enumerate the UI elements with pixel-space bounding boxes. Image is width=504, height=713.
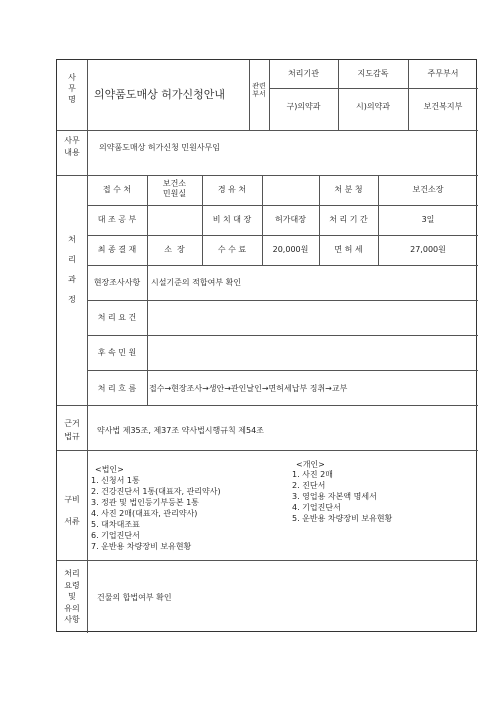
row3-value3: 27,000원 bbox=[410, 245, 446, 254]
notes-text: 건물의 합법여부 확인 bbox=[97, 593, 172, 602]
row-divider bbox=[57, 175, 478, 176]
dept-header-processing: 처리기관 bbox=[288, 69, 319, 78]
documents-label: 구비 서류 bbox=[64, 495, 80, 526]
content-text: 의약품도매상 허가신청 민원사무임 bbox=[99, 143, 221, 152]
indiv-header: <개인> bbox=[296, 460, 325, 469]
row2-label2: 비 치 대 장 bbox=[212, 215, 252, 224]
page-title: 의약품도매상 허가신청안내 bbox=[94, 88, 226, 101]
corp-item: 7. 운반용 차량장비 보유현황 bbox=[91, 542, 192, 551]
inspection-label: 현장조사사항 bbox=[93, 278, 141, 287]
indiv-item: 2. 진단서 bbox=[292, 481, 326, 490]
flow-label: 처 리 흐 름 bbox=[97, 384, 137, 393]
permit-guide-form bbox=[56, 59, 477, 632]
row2-label3: 처 리 기 간 bbox=[329, 215, 368, 224]
row1-value3: 보건소장 bbox=[412, 185, 444, 194]
legal-label: 근거 법규 bbox=[64, 419, 80, 441]
header-divider bbox=[269, 88, 478, 89]
process-divider bbox=[87, 370, 478, 371]
process-divider bbox=[147, 175, 148, 405]
notes-label: 처리 요령 및 유의 사항 bbox=[64, 569, 80, 624]
row-divider bbox=[57, 405, 478, 406]
corp-header: <법인> bbox=[95, 465, 124, 474]
corp-item: 6. 기업진단서 bbox=[91, 531, 140, 540]
content-label: 사무 내용 bbox=[64, 136, 80, 157]
row1-label3: 처 분 청 bbox=[334, 185, 363, 194]
corp-item: 5. 대차대조표 bbox=[91, 520, 140, 529]
corp-item: 3. 정관 및 법인등기부등본 1통 bbox=[91, 498, 199, 507]
section-label: 사 무 명 bbox=[68, 73, 76, 104]
corp-item: 2. 건강진단서 1통(대표자, 관리약사) bbox=[91, 487, 221, 496]
corp-item: 4. 사진 2매(대표자, 관리약사) bbox=[91, 509, 198, 518]
dept-header-supervision: 지도감독 bbox=[357, 69, 389, 78]
process-divider bbox=[87, 300, 478, 301]
legal-text: 약사법 제35조, 제37조 약사법시행규칙 제54조 bbox=[97, 426, 264, 435]
row-divider bbox=[57, 450, 478, 451]
row3-value2: 20,000원 bbox=[272, 245, 309, 254]
followup-label: 후 속 민 원 bbox=[97, 348, 137, 357]
indiv-item: 4. 기업진단서 bbox=[292, 503, 341, 512]
row3-label3: 면 허 세 bbox=[334, 245, 363, 254]
inspection-value: 시설기준의 적합여부 확인 bbox=[151, 278, 242, 287]
row3-label1: 최 종 결 재 bbox=[97, 245, 137, 254]
row1-label2: 경 유 처 bbox=[217, 185, 247, 194]
dept-header-main: 주무부서 bbox=[427, 69, 459, 78]
dept-value-processing: 구)의약과 bbox=[286, 102, 321, 111]
row2-value3: 3일 bbox=[421, 215, 435, 224]
row3-value1: 소 장 bbox=[164, 245, 185, 254]
process-label: 처 리 과 정 bbox=[68, 235, 76, 304]
row2-label1: 대 조 공 부 bbox=[97, 215, 137, 224]
process-divider bbox=[87, 205, 478, 206]
row2-value2: 허가대장 bbox=[275, 215, 306, 224]
process-divider bbox=[87, 235, 478, 236]
requirements-label: 처 리 요 건 bbox=[97, 313, 137, 322]
row-divider bbox=[57, 560, 478, 561]
indiv-item: 3. 영업용 자본액 명세서 bbox=[292, 492, 377, 501]
dept-value-main: 보건복지부 bbox=[423, 102, 463, 111]
row1-value1: 보건소 민원실 bbox=[162, 179, 187, 198]
corp-item: 1. 신청서 1통 bbox=[91, 476, 140, 485]
process-divider bbox=[87, 335, 478, 336]
label-column-divider bbox=[87, 60, 88, 633]
dept-value-supervision: 시)의약과 bbox=[355, 102, 391, 111]
indiv-item: 5. 운반용 차량장비 보유현황 bbox=[292, 514, 393, 523]
indiv-item: 1. 사진 2매 bbox=[292, 470, 333, 479]
row-divider bbox=[57, 130, 478, 131]
process-divider bbox=[87, 265, 478, 266]
row3-label2: 수 수 료 bbox=[217, 245, 247, 254]
row1-label1: 접 수 처 bbox=[102, 185, 132, 194]
flow-value: 접수→현장조사→생안→관인날인→면허세납부 징취→교부 bbox=[149, 384, 348, 393]
dept-label: 관련 부서 bbox=[252, 82, 266, 98]
